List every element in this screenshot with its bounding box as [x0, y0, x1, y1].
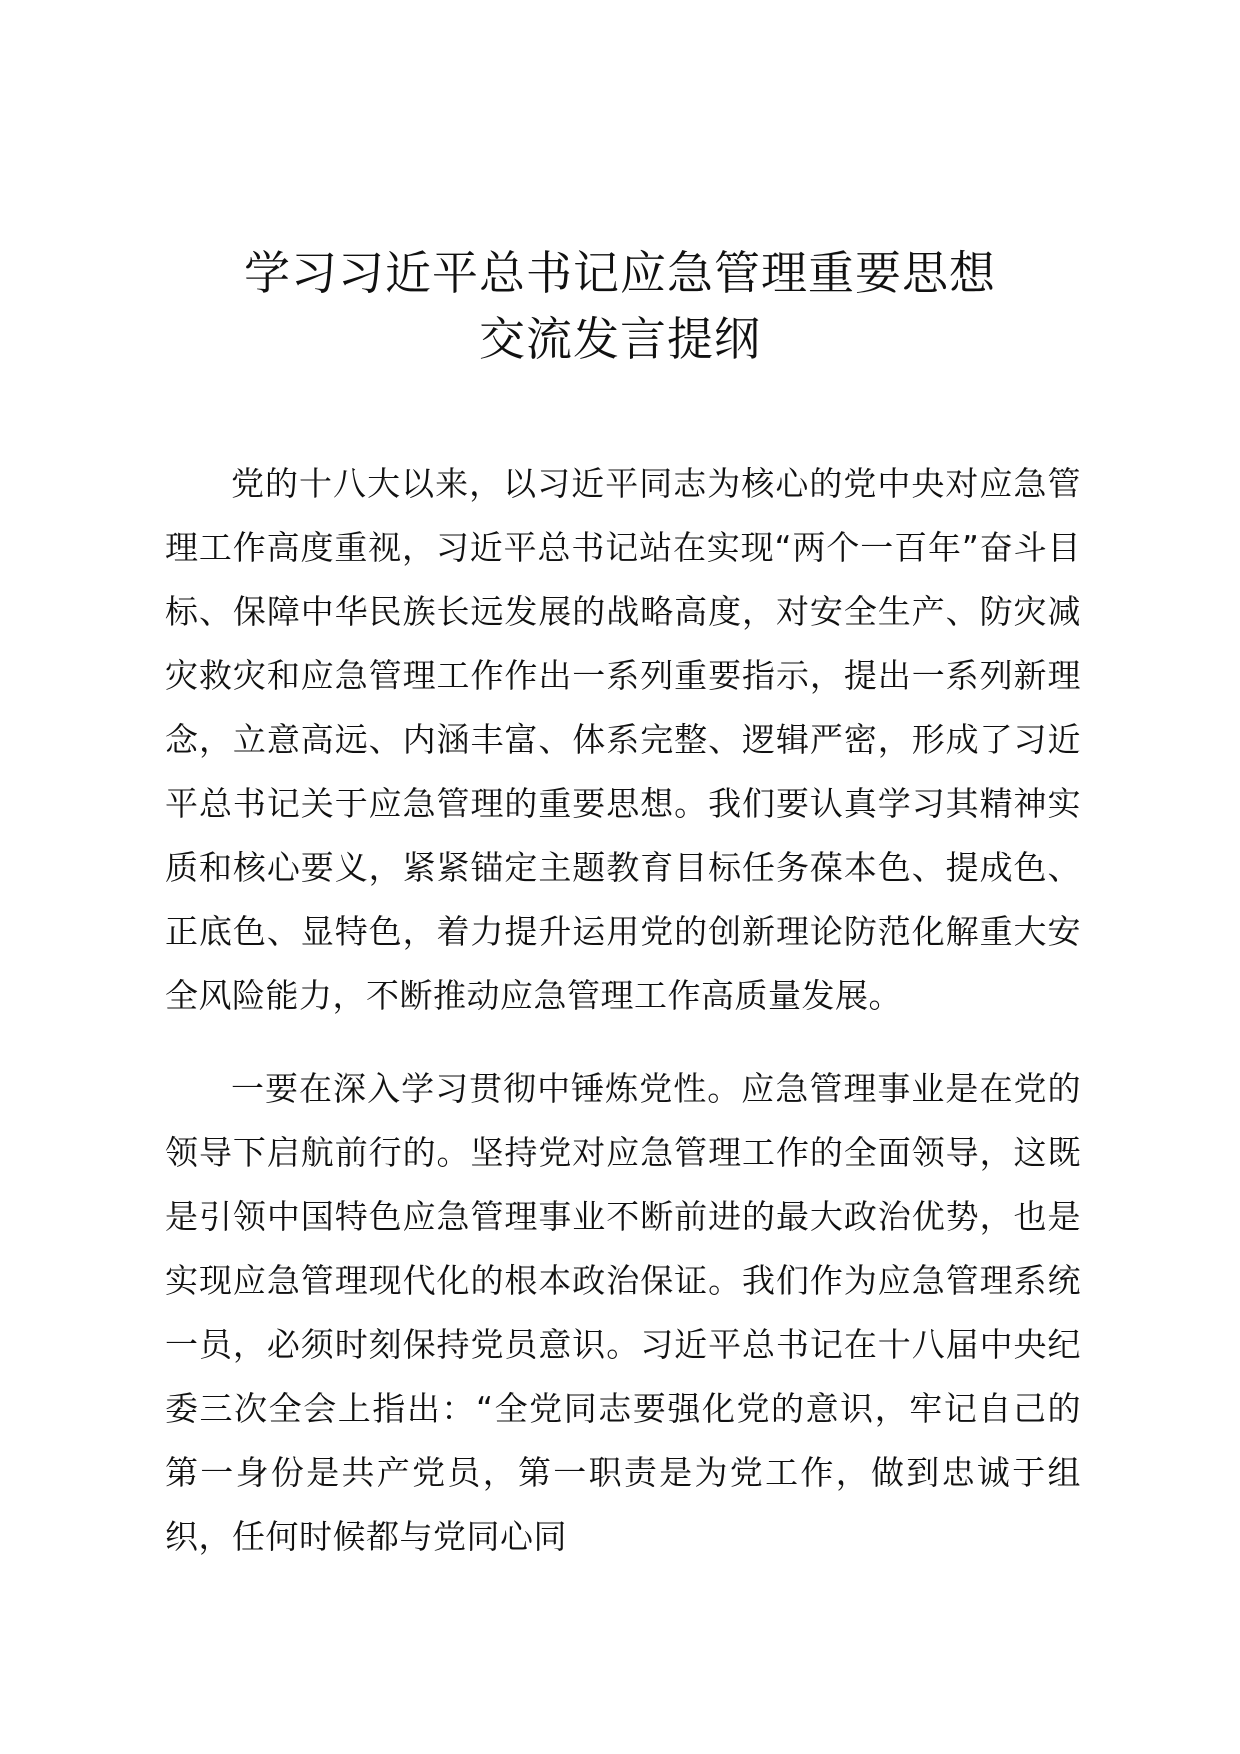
title-line-2: 交流发言提纲: [479, 312, 761, 366]
title-line-1: 学习习近平总书记应急管理重要思想: [244, 246, 996, 300]
body-paragraph-first-point: 一要在深入学习贯彻中锤炼党性。应急管理事业是在党的领导下启航前行的。坚持党对应急管理工作的全面领导，这既是引领中国特色应急管理事业不断前进的最大政治优势，也是实现应急管理现代化的根本政治保证。我们作为应急管理系统一员，必须时刻保持党员意识。习近平总书记在十八届中央纪委三次全会上指出：“全党同志要强化党的意识，牢记自己的第一身份是共产党员，第一职责是为党工作，做到忠诚于组织，任何时候都与党同心同: [165, 1069, 1081, 1556]
body-paragraph-intro: 党的十八大以来，以习近平同志为核心的党中央对应急管理工作高度重视，习近平总书记站在实现“两个一百年”奋斗目标、保障中华民族长远发展的战略高度，对安全生产、防灾减灾救灾和应急管理工作作出一系列重要指示，提出一系列新理念，立意高远、内涵丰富、体系完整、逻辑严密，形成了习近平总书记关于应急管理的重要思想。我们要认真学习其精神实质和核心要义，紧紧锚定主题教育目标任务葆本色、提成色、正底色、显特色，着力提升运用党的创新理论防范化解重大安全风险能力，不断推动应急管理工作高质量发展。: [165, 464, 1081, 1015]
document-title: [0, 240, 1240, 372]
